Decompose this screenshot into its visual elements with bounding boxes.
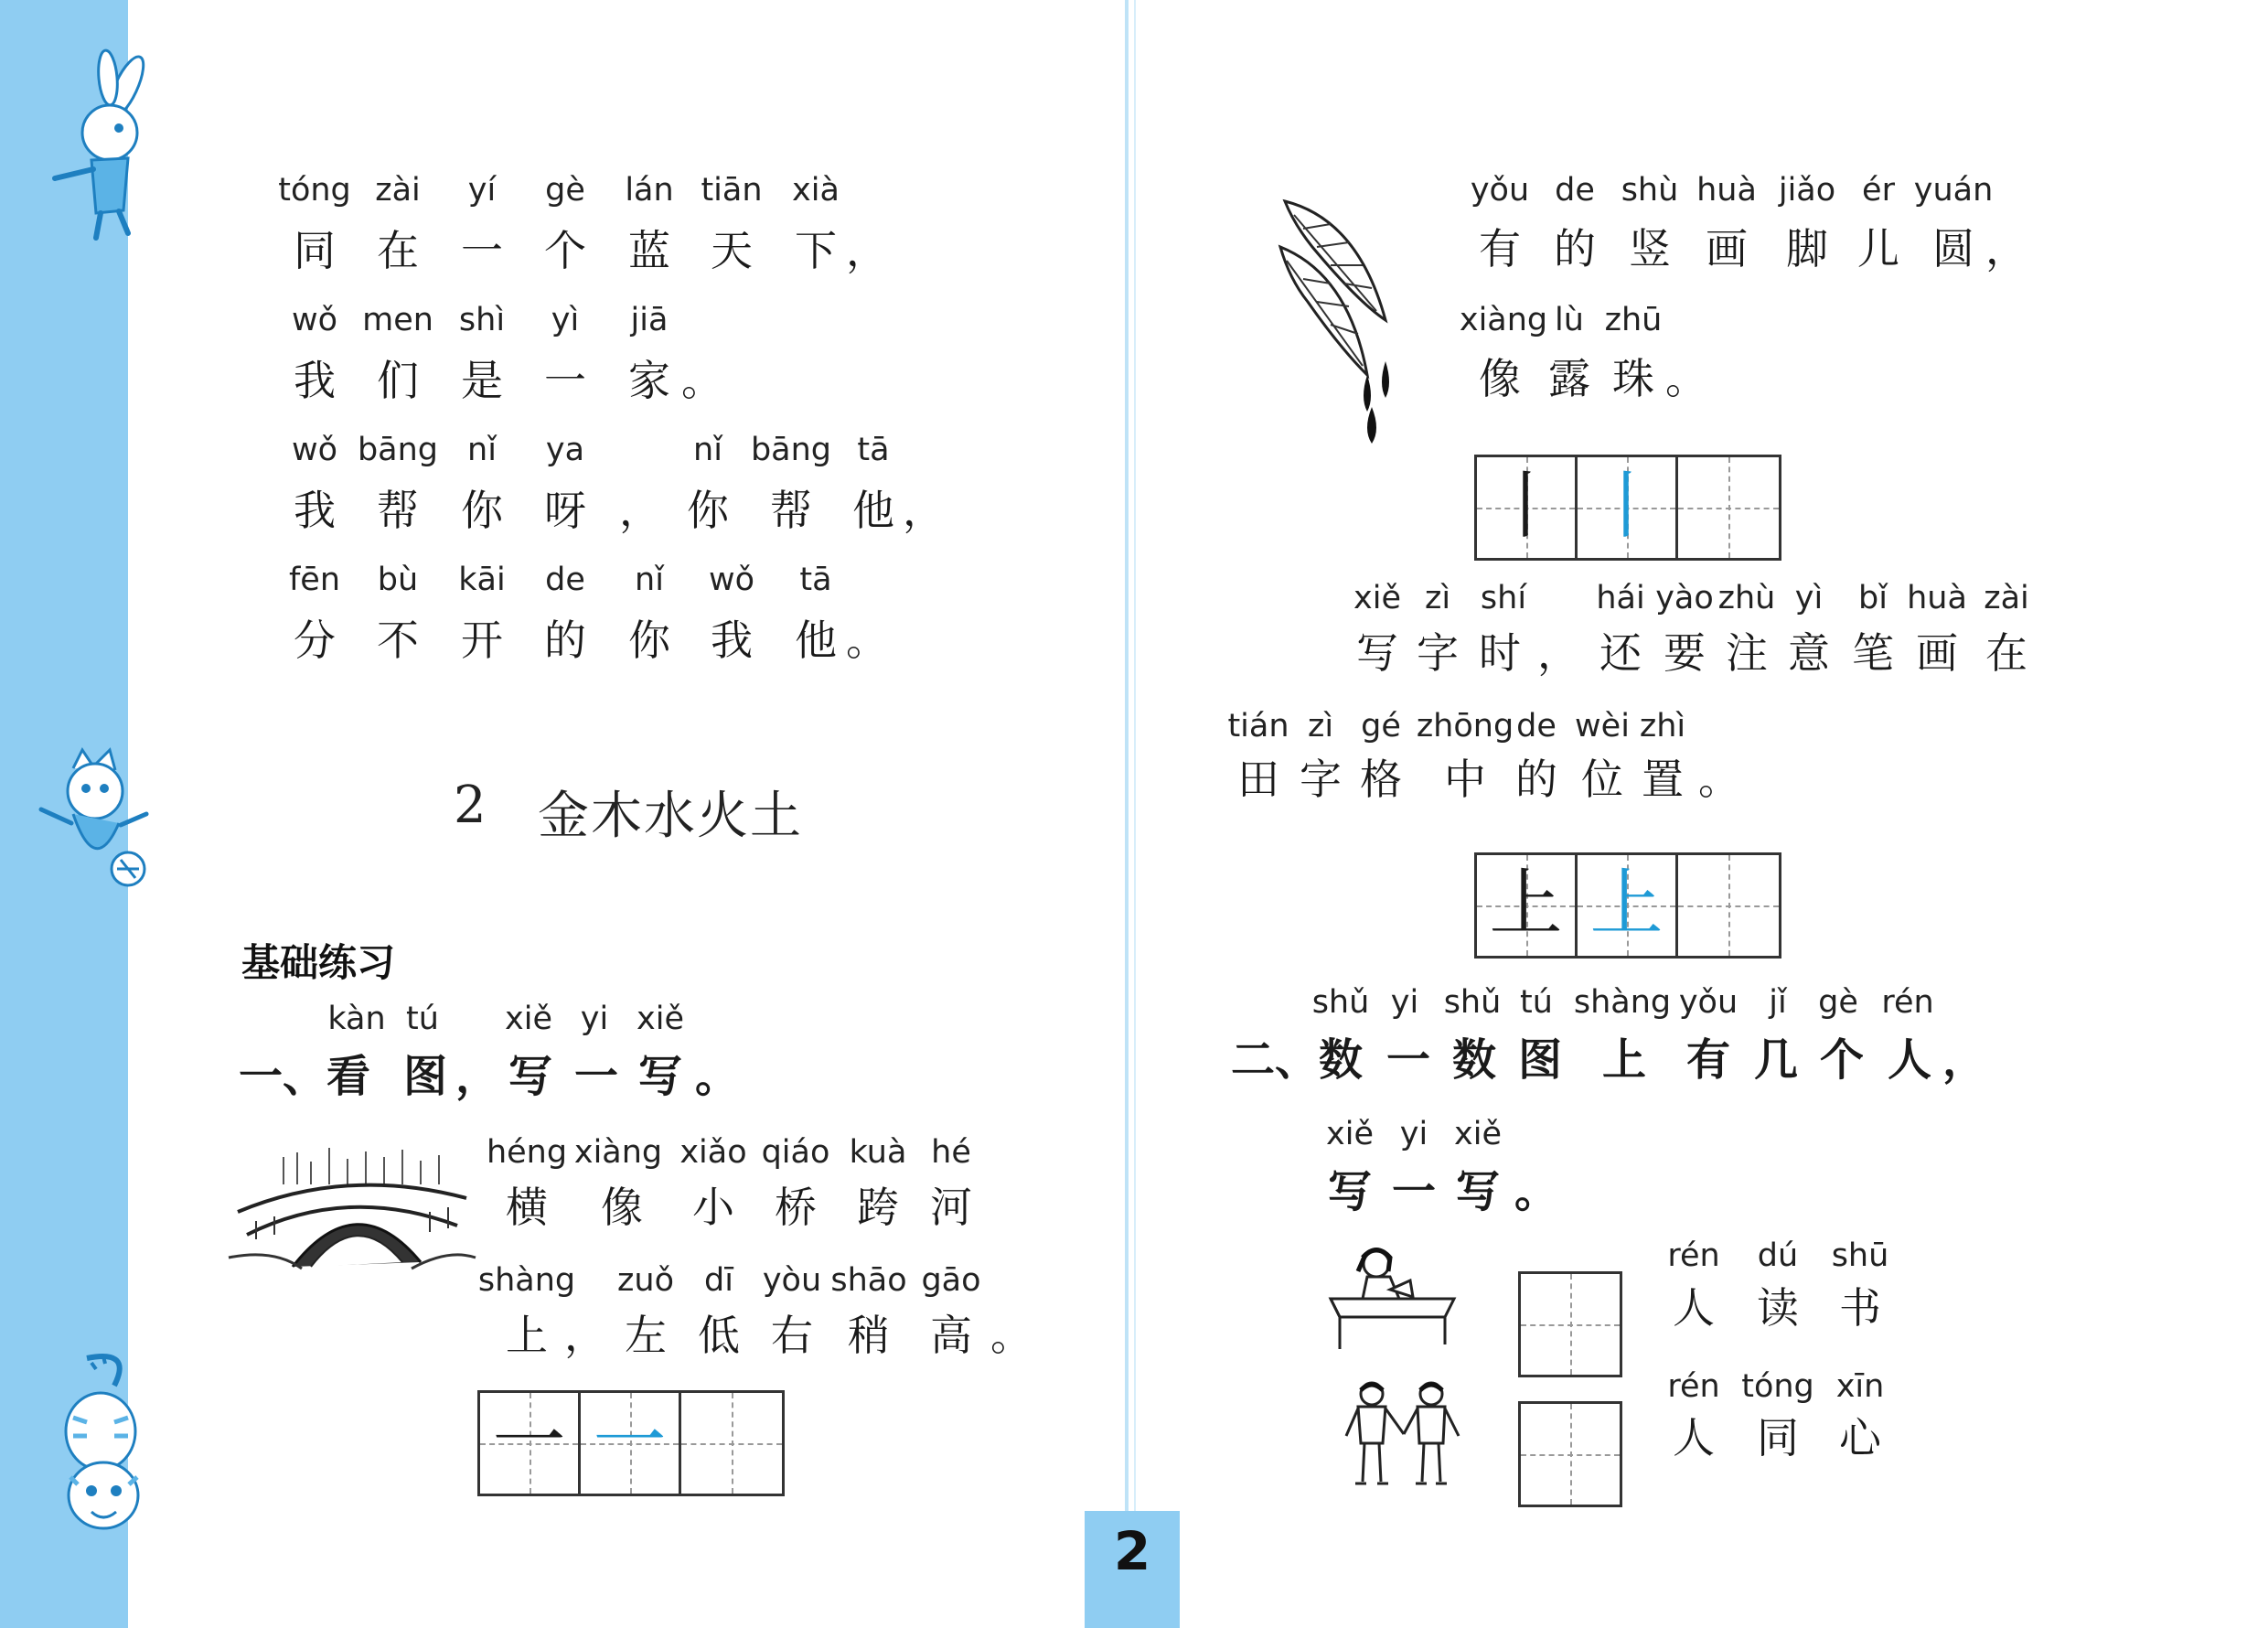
hanzi-char: 是 [461,356,503,405]
hanzi-char: 露 [1548,354,1590,403]
cat-mascot-icon [37,750,155,896]
pinyin-syllable: zhōng [1416,708,1514,744]
punctuation: ， [564,1311,606,1360]
pinyin-syllable: yào [1655,580,1714,616]
hanzi-char: 呀 [544,486,586,535]
hanzi-char: 有 [1479,224,1521,273]
hanzi-char: 几 [1753,1034,1799,1086]
grid-cell [1578,457,1678,558]
hanzi-char: 人 [1887,1034,1932,1086]
hanzi-char: 河 [930,1183,972,1232]
leaf-dewdrop-illustration [1276,192,1413,439]
book-spine-line-inner [1134,0,1136,1628]
hanzi-char: 帮 [770,486,812,535]
pinyin-syllable: ya [545,432,585,468]
pinyin-syllable: shū [1831,1237,1889,1274]
pinyin-syllable: tā [799,562,832,598]
hanzi-char: 图 [1517,1034,1563,1086]
pinyin-syllable: xiǎo [679,1134,747,1171]
heng-writing-grid [477,1390,785,1496]
pinyin-syllable: zhì [1639,708,1686,744]
pinyin-syllable: xiě [637,1001,684,1037]
pinyin-syllable: wèi [1575,708,1630,744]
book-spine-line [1125,0,1129,1628]
hanzi-char: 一 [573,1051,619,1102]
hanzi-char: 像 [601,1183,643,1232]
hanzi-char: 注 [1726,628,1768,678]
hanzi-char: 要 [1664,628,1706,678]
hanzi-char: 格 [1360,755,1402,804]
hanzi-char: 人 [1673,1413,1715,1462]
punctuation: 。 [1698,755,1740,804]
hanzi-char: 帮 [377,486,419,535]
pinyin-syllable: bù [377,562,419,598]
stroke-sample-blue: 一 [593,1398,667,1484]
hanzi-char: 有 [1685,1034,1731,1086]
pinyin-syllable: shí [1480,580,1527,616]
pinyin-syllable: yì [551,302,580,338]
hanzi-char: 读 [1757,1283,1799,1333]
hanzi-char: 上 [1601,1034,1647,1086]
pinyin-syllable: xiàng [573,1134,663,1171]
pinyin-syllable: yòu [762,1262,822,1299]
punctuation: ， [619,486,661,535]
hanzi-char: 竖 [1629,224,1671,273]
grid-cell [1477,855,1578,956]
pinyin-syllable: yǒu [1678,984,1738,1021]
hanzi-char: 置 [1642,755,1684,804]
hanzi-char: 我 [711,616,753,665]
hanzi-char: 田 [1237,755,1279,804]
pinyin-syllable: gé [1361,708,1401,744]
hanzi-char: 稍 [848,1311,890,1360]
hanzi-char: 中 [1444,755,1486,804]
hanzi-char: 时 [1479,628,1521,678]
pinyin-syllable: zì [1424,580,1451,616]
pinyin-syllable: hé [931,1134,971,1171]
hanzi-char: 写 [637,1051,683,1102]
pinyin-syllable: shàng [1573,984,1672,1021]
pinyin-syllable: huà [1907,580,1967,616]
pinyin-syllable: wǒ [708,562,755,598]
pinyin-syllable: zì [1307,708,1334,744]
hanzi-char: 写 [1455,1166,1501,1217]
hanzi-char: 脚 [1786,224,1828,273]
punctuation: 。 [681,356,723,405]
section-heading: 基础练习 [241,940,396,985]
hanzi-char: 意 [1788,628,1830,678]
pinyin-syllable: kuà [849,1134,907,1171]
pinyin-syllable: xīn [1835,1368,1885,1405]
pinyin-syllable: zài [375,172,421,209]
hanzi-char: 的 [1554,224,1596,273]
pinyin-syllable: rén [1667,1368,1720,1405]
hanzi-char: 你 [461,486,503,535]
pinyin-syllable: kàn [327,1001,386,1037]
punctuation: ， [455,1051,500,1102]
hanzi-char: 位 [1581,755,1623,804]
girl-reading-illustration [1326,1244,1463,1354]
hanzi-char: 画 [1706,224,1748,273]
hanzi-char: 同 [1757,1413,1799,1462]
pinyin-syllable: ér [1862,172,1895,209]
lesson-number: 2 [454,776,487,835]
pinyin-syllable: yí [467,172,497,209]
punctuation: 。 [846,616,888,665]
pinyin-syllable: zài [1984,580,2029,616]
hanzi-char: 高 [930,1311,972,1360]
pinyin-syllable: jǐ [1769,984,1787,1021]
pinyin-syllable: huà [1696,172,1757,209]
hanzi-char: 你 [628,616,670,665]
punctuation: ， [1537,628,1579,678]
pinyin-syllable: kāi [458,562,506,598]
grid-cell [1477,457,1578,558]
hanzi-char: 跨 [857,1183,899,1232]
punctuation: 。 [1514,1166,1559,1217]
hanzi-char: 个 [544,226,586,275]
hanzi-char: 圆 [1932,224,1974,273]
hanzi-char: 像 [1479,354,1521,403]
stroke-sample-blue: 丨 [1589,463,1664,549]
pinyin-syllable: yì [1794,580,1824,616]
hanzi-char: 你 [687,486,729,535]
pinyin-syllable: bāng [357,432,439,468]
punctuation: 。 [990,1311,1032,1360]
pinyin-syllable: jiā [630,302,669,338]
pinyin-syllable: shāo [830,1262,907,1299]
hanzi-char: 不 [377,616,419,665]
bridge-illustration [229,1148,476,1276]
hanzi-char: 他 [852,486,894,535]
hanzi-char: 数 [1451,1034,1497,1086]
pinyin-syllable: de [1516,708,1557,744]
hanzi-char: 珠 [1612,354,1654,403]
hanzi-char: 右 [771,1311,813,1360]
pinyin-syllable: wǒ [291,302,338,338]
hanzi-char: 个 [1819,1034,1865,1086]
pinyin-syllable: yi [580,1001,609,1037]
hanzi-char: 的 [1515,755,1557,804]
hanzi-char: 在 [377,226,419,275]
answer-box-together[interactable] [1518,1401,1622,1507]
pinyin-syllable: zuǒ [617,1262,674,1299]
grid-cell-empty[interactable] [681,1393,782,1494]
pinyin-syllable: shǔ [1311,984,1370,1021]
hanzi-char: 他 [795,616,837,665]
pinyin-syllable: tā [857,432,890,468]
punctuation: ， [1942,1034,1987,1086]
hanzi-char: 们 [377,356,419,405]
hanzi-char: 小 [692,1183,734,1232]
hanzi-char: 笔 [1852,628,1894,678]
hanzi-char: 低 [698,1311,740,1360]
pinyin-syllable: hái [1596,580,1645,616]
pinyin-syllable: tú [406,1001,439,1037]
pinyin-syllable: rén [1881,984,1934,1021]
pinyin-syllable: zhù [1717,580,1776,616]
rabbit-mascot-icon [37,50,165,242]
grid-cell [1578,855,1678,956]
pinyin-syllable: shì [458,302,506,338]
hanzi-char: 儿 [1857,224,1899,273]
character-sample-blue: 上 [1589,861,1664,947]
pinyin-syllable: tián [1227,708,1289,744]
hanzi-char: 开 [461,616,503,665]
hanzi-char: 写 [1356,628,1398,678]
pinyin-syllable: nǐ [693,432,722,468]
character-sample: 上 [1489,861,1563,947]
pinyin-syllable: nǐ [467,432,497,468]
grid-cell-empty[interactable] [1678,855,1779,956]
shu-writing-grid [1474,455,1781,561]
hanzi-char: 天 [711,226,753,275]
punctuation: 。 [1665,354,1707,403]
stroke-sample: 丨 [1489,463,1563,549]
pinyin-syllable: bāng [750,432,832,468]
shang-writing-grid [1474,852,1781,959]
hanzi-char: 下 [795,226,837,275]
hanzi-char: 一 [461,226,503,275]
pinyin-syllable: xiě [1326,1116,1374,1152]
hanzi-char: 蓝 [628,226,670,275]
grid-cell [581,1393,681,1494]
pinyin-syllable: dī [704,1262,733,1299]
hanzi-char: 左 [625,1311,667,1360]
pinyin-syllable: qiáo [761,1134,830,1171]
hanzi-char: 画 [1916,628,1958,678]
pinyin-syllable: tú [1520,984,1553,1021]
hanzi-char: 的 [544,616,586,665]
question-label: 一、看 [238,1051,371,1102]
hanzi-char: 分 [294,616,336,665]
hanzi-char: 字 [1300,755,1342,804]
pinyin-syllable: jiǎo [1778,172,1836,209]
pinyin-syllable: zhū [1604,302,1663,338]
pinyin-syllable: de [1555,172,1595,209]
hanzi-char: 在 [1985,628,2027,678]
grid-cell-empty[interactable] [1678,457,1779,558]
pinyin-syllable: héng [486,1134,568,1171]
pinyin-syllable: lù [1555,302,1584,338]
pinyin-syllable: tóng [1741,1368,1814,1405]
hanzi-char: 还 [1599,628,1642,678]
pinyin-syllable: shàng [477,1262,576,1299]
pinyin-syllable: men [362,302,433,338]
pinyin-syllable: rén [1667,1237,1720,1274]
pinyin-syllable: xiàng [1459,302,1548,338]
pinyin-syllable: tóng [278,172,351,209]
punctuation: ， [846,226,888,275]
pinyin-syllable: xià [792,172,840,209]
pinyin-syllable: xiě [505,1001,552,1037]
hanzi-char: 书 [1839,1283,1881,1333]
pinyin-syllable: de [545,562,585,598]
page-number: 2 [1113,1520,1151,1582]
hanzi-char: 我 [294,486,336,535]
stroke-sample: 一 [492,1398,566,1484]
question-label: 二、数 [1230,1034,1364,1086]
hanzi-char: 我 [294,356,336,405]
pinyin-syllable: gāo [921,1262,981,1299]
pinyin-syllable: shǔ [1443,984,1502,1021]
pinyin-syllable: xiě [1454,1116,1502,1152]
pinyin-syllable: gè [1818,984,1858,1021]
pinyin-syllable: fēn [288,562,341,598]
pinyin-syllable: nǐ [635,562,664,598]
pinyin-syllable: tiān [701,172,763,209]
hanzi-char: 家 [628,356,670,405]
hanzi-char: 横 [506,1183,548,1232]
punctuation: ， [1985,224,2027,273]
answer-box-reading[interactable] [1518,1271,1622,1377]
two-children-illustration [1335,1381,1472,1500]
hanzi-char: 一 [1391,1166,1437,1217]
hanzi-char: 桥 [775,1183,817,1232]
hanzi-char: 一 [544,356,586,405]
pinyin-syllable: yi [1399,1116,1428,1152]
grid-cell [480,1393,581,1494]
hanzi-char: 同 [294,226,336,275]
hanzi-char: 字 [1417,628,1459,678]
lesson-title: 金木水火土 [538,787,803,846]
hanzi-char: 图 [402,1051,448,1102]
hanzi-char: 写 [508,1051,553,1102]
hanzi-char: 写 [1327,1166,1373,1217]
pinyin-syllable: yuán [1913,172,1994,209]
pinyin-syllable: bǐ [1858,580,1888,616]
hanzi-char: 人 [1673,1283,1715,1333]
pinyin-syllable: wǒ [291,432,338,468]
punctuation: 。 [694,1051,740,1102]
hanzi-char: 上 [506,1311,548,1360]
hanzi-char: 心 [1839,1413,1881,1462]
pinyin-syllable: shù [1621,172,1679,209]
pinyin-syllable: gè [545,172,585,209]
pinyin-syllable: xiě [1353,580,1401,616]
pinyin-syllable: lán [625,172,674,209]
pinyin-syllable: dú [1757,1237,1799,1274]
tiger-mascot-icon [50,1349,160,1532]
pinyin-syllable: yǒu [1470,172,1530,209]
hanzi-char: 一 [1385,1034,1431,1086]
pinyin-syllable: yi [1390,984,1419,1021]
punctuation: ， [903,486,945,535]
